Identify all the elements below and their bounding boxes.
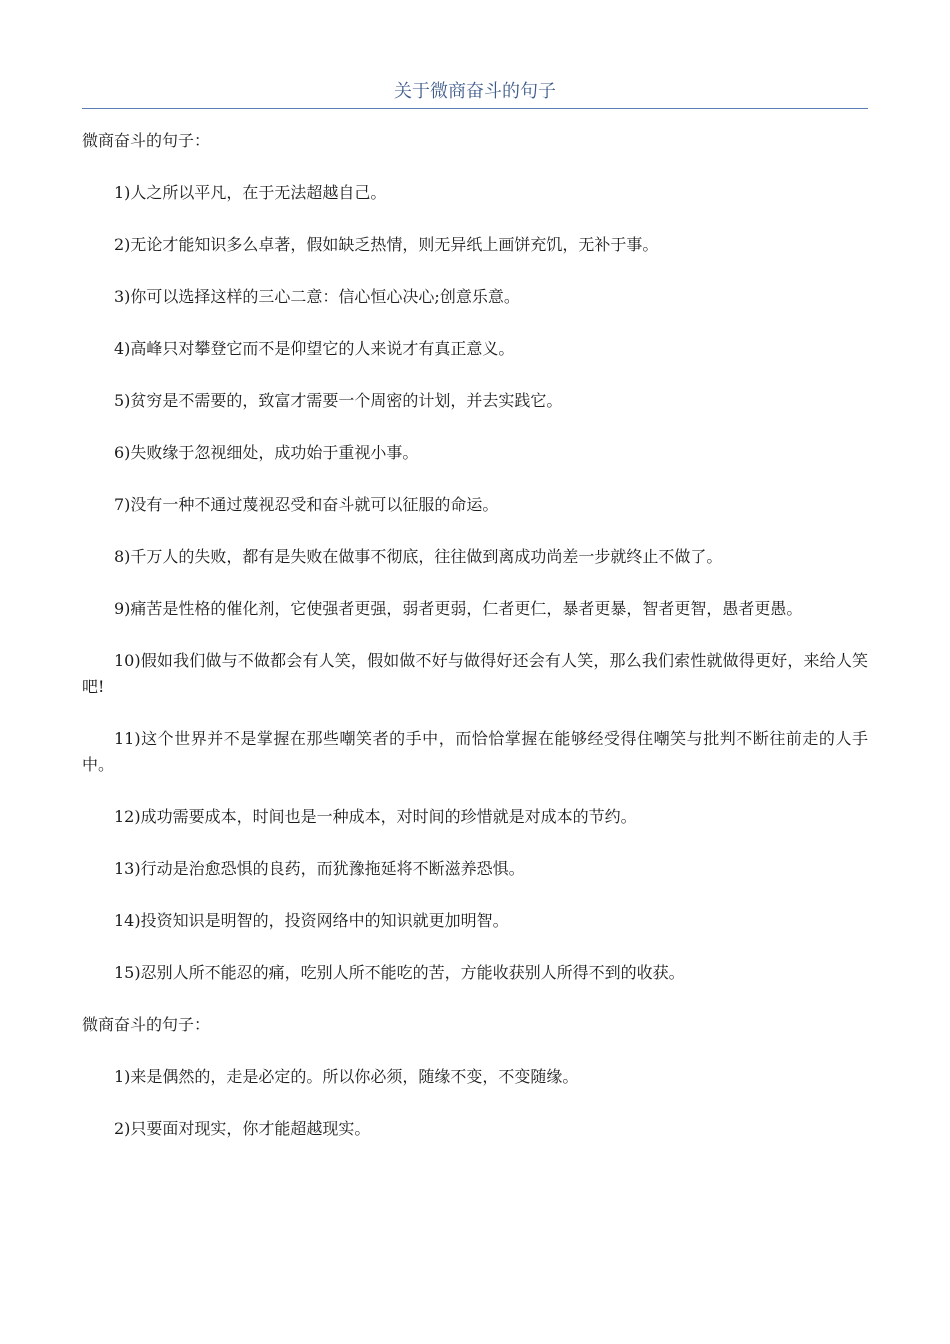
sentence-item: 4)高峰只对攀登它而不是仰望它的人来说才有真正意义。 (114, 339, 515, 358)
sentence-item: 5)贫穷是不需要的，致富才需要一个周密的计划，并去实践它。 (114, 391, 563, 410)
sentence-item: 11)这个世界并不是掌握在那些嘲笑者的手中，而恰恰掌握在能够经受得住嘲笑与批判不断往前走的人手中。 (82, 729, 868, 774)
section-heading: 微商奋斗的句子： (82, 131, 211, 150)
sentence-item: 7)没有一种不通过蔑视忍受和奋斗就可以征服的命运。 (114, 495, 499, 514)
sentence-item: 13)行动是治愈恐惧的良药，而犹豫拖延将不断滋养恐惧。 (114, 859, 525, 878)
document-body (82, 128, 868, 1142)
sentence-item: 6)失败缘于忽视细处，成功始于重视小事。 (114, 443, 419, 462)
sentence-item: 1)人之所以平凡，在于无法超越自己。 (114, 183, 387, 202)
title-divider (82, 108, 868, 109)
page-title: 关于微商奋斗的句子 (394, 81, 556, 102)
sentence-item: 12)成功需要成本，时间也是一种成本，对时间的珍惜就是对成本的节约。 (114, 807, 637, 826)
sentence-item: 2)只要面对现实，你才能超越现实。 (114, 1119, 371, 1138)
sentence-list (82, 1064, 868, 1142)
sentence-item: 1)来是偶然的，走是必定的。所以你必须，随缘不变，不变随缘。 (114, 1067, 579, 1086)
section-1 (82, 128, 868, 986)
section-2 (82, 1012, 868, 1142)
sentence-item: 15)忍别人所不能忍的痛，吃别人所不能吃的苦，方能收获别人所得不到的收获。 (114, 963, 685, 982)
sentence-list (82, 180, 868, 986)
sentence-item: 2)无论才能知识多么卓著，假如缺乏热情，则无异纸上画饼充饥，无补于事。 (114, 235, 659, 254)
sentence-item: 3)你可以选择这样的三心二意：信心恒心决心;创意乐意。 (114, 287, 520, 306)
section-heading: 微商奋斗的句子： (82, 1015, 211, 1034)
sentence-item: 8)千万人的失败，都有是失败在做事不彻底，往往做到离成功尚差一步就终止不做了。 (114, 547, 723, 566)
sentence-item: 10)假如我们做与不做都会有人笑，假如做不好与做得好还会有人笑，那么我们索性就做得更好，来给人笑吧! (82, 651, 868, 696)
sentence-item: 14)投资知识是明智的，投资网络中的知识就更加明智。 (114, 911, 509, 930)
sentence-item: 9)痛苦是性格的催化剂，它使强者更强，弱者更弱，仁者更仁，暴者更暴，智者更智，愚者更愚。 (114, 599, 803, 618)
